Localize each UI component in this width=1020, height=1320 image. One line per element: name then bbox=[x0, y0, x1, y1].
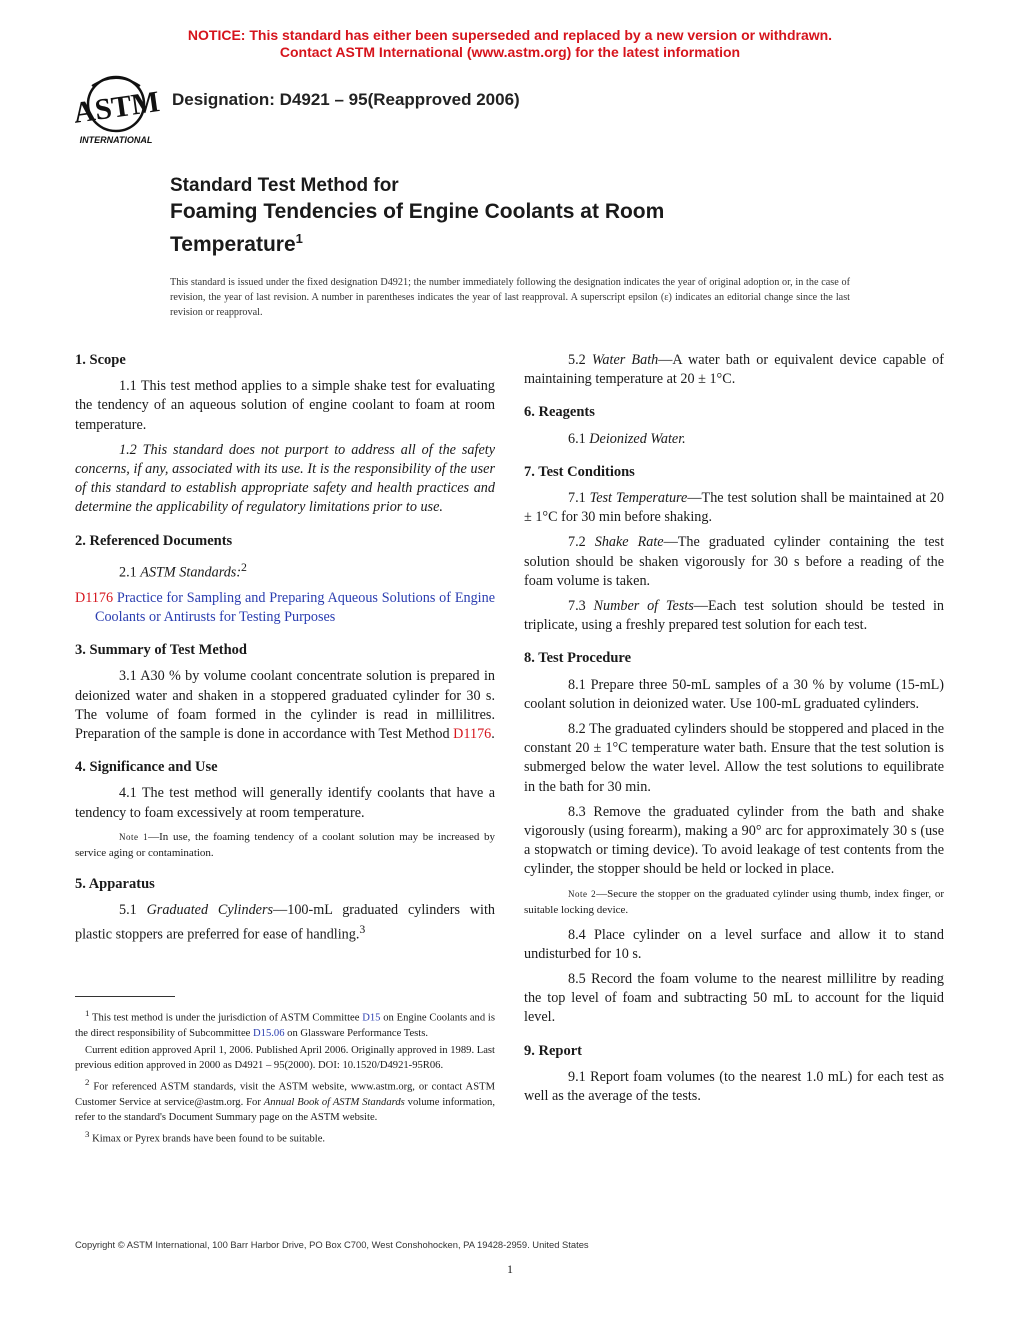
note-2 bbox=[524, 886, 944, 918]
section-heading: 4. Significance and Use bbox=[75, 759, 218, 776]
note-text: —Secure the stopper on the graduated cylinder using thumb, index finger, or suitable locking device. bbox=[524, 887, 945, 916]
footnote-1-edition: Current edition approved April 1, 2006. Published April 2006. Originally approved in 1989. Last previous edition approved in 2000 as D4921 – 95(2000). DOI: 10.1520/D4921-95R06. bbox=[75, 1044, 495, 1072]
title-line-2: Foaming Tendencies of Engine Coolants at Room bbox=[170, 200, 665, 223]
paragraph-8-2: 8.2 The graduated cylinders should be stoppered and placed in the constant 20 ± 1°C temperature water bath. Ensure that the test solution is submerged below the water level. Allow the test solutions to equilibrate in the bath for 30 min. bbox=[524, 721, 944, 795]
footnote-text: This test method is under the jurisdiction of ASTM Committee bbox=[89, 1012, 363, 1024]
paragraph-7-3 bbox=[524, 597, 944, 635]
footnote-text: volume information, refer to the standard's Document Summary page on the ASTM website. bbox=[75, 1097, 495, 1124]
subcommittee-link[interactable]: D15.06 bbox=[253, 1027, 285, 1039]
para-text: —A water bath or equivalent device capable of maintaining temperature at 20 ± 1°C. bbox=[524, 352, 945, 388]
para-number: 5.1 bbox=[119, 902, 147, 918]
footnote-2 bbox=[75, 1075, 495, 1125]
section-heading: 2. Referenced Documents bbox=[75, 532, 233, 549]
section-significance bbox=[75, 758, 495, 861]
para-number: 2.1 bbox=[119, 564, 141, 581]
paragraph-1-1: 1.1 This test method applies to a simple shake test for evaluating the tendency of an aqueous solution of engine coolant to foam at room temperature. bbox=[75, 378, 495, 433]
section-heading: 1. Scope bbox=[75, 352, 126, 368]
footnote-marker: 2 bbox=[241, 559, 247, 574]
reference-d1176[interactable] bbox=[75, 589, 495, 627]
para-number: 7.3 bbox=[568, 598, 594, 615]
paragraph-5-1 bbox=[75, 901, 495, 945]
section-summary bbox=[75, 641, 495, 744]
reference-code-link[interactable]: D1176 bbox=[75, 589, 114, 606]
document-title bbox=[170, 174, 870, 258]
section-reagents bbox=[524, 403, 944, 448]
para-title: Water Bath bbox=[591, 352, 659, 368]
para-title: ASTM Standards: bbox=[140, 564, 242, 581]
paragraph-8-1: 8.1 Prepare three 50-mL samples of a 30 % by volume (15-mL) coolant solution in deionized water. Use 100-mL graduated cylinders. bbox=[524, 676, 944, 712]
footnote-marker: 1 bbox=[85, 1008, 90, 1018]
section-heading: 8. Test Procedure bbox=[524, 650, 632, 667]
section-heading: 5. Apparatus bbox=[75, 875, 155, 892]
paragraph-1-2 bbox=[75, 441, 495, 518]
paragraph-8-5: 8.5 Record the foam volume to the nearest millilitre by reading the top level of foam and subtracting 50 mL to account for the liquid level. bbox=[524, 971, 944, 1026]
note-1 bbox=[75, 829, 495, 861]
footnote-marker: 2 bbox=[85, 1077, 90, 1088]
title-line-3 bbox=[170, 225, 870, 258]
paragraph-9-1: 9.1 Report foam volumes (to the nearest 1.0 mL) for each test as well as the average of the tests. bbox=[524, 1068, 944, 1105]
page-number: 1 bbox=[507, 1262, 513, 1276]
footnote-marker: 3 bbox=[359, 922, 366, 937]
note-label: Note 2 bbox=[568, 888, 597, 899]
paragraph-2-1 bbox=[75, 558, 495, 583]
paragraph-3-1-text: 3.1 A30 % by volume coolant concentrate solution is prepared in deionized water and shaken in a stoppered graduated cylinder for 30 s. The volume of foam formed in the cylinder is read in millilitres. Preparation of the sample is done in accordance with Test Method bbox=[75, 668, 495, 742]
note-label: Note 1 bbox=[119, 831, 149, 842]
paragraph-4-1: 4.1 The test method will generally identify coolants that have a tendency to foam excessively at room temperature. bbox=[75, 785, 495, 821]
section-scope bbox=[75, 351, 495, 518]
paragraph-5-2 bbox=[524, 351, 944, 389]
section-heading: 9. Report bbox=[524, 1042, 582, 1059]
astm-logo bbox=[70, 72, 162, 148]
intro-paragraph: This standard is issued under the fixed designation D4921; the number immediately following the designation indicates the year of original adoption or, in the case of revision, the year of last revision. A number in parentheses indicates the year of last reapproval. A superscript epsilon (ε) indicates an editorial change since the last revision or reapproval. bbox=[170, 277, 850, 318]
section-referenced-documents bbox=[75, 532, 495, 628]
footnote-text: on Glassware Performance Tests. bbox=[284, 1027, 429, 1039]
left-column bbox=[75, 351, 495, 959]
para-title: Deionized Water. bbox=[589, 430, 686, 447]
para-title: Shake Rate bbox=[594, 534, 664, 551]
logo-letters: ASTM bbox=[71, 85, 162, 130]
title-line-1: Standard Test Method for bbox=[170, 175, 399, 196]
footnote-marker: 3 bbox=[85, 1129, 90, 1140]
footnote-1 bbox=[75, 1006, 495, 1041]
paragraph-8-3: 8.3 Remove the graduated cylinder from the bath and shake vigorously (using forearm), making a 90° arc for approximately 30 s (use a stopwatch or timing device). To avoid leakage of test contents from the cylinder, the stopper should be held or locked in place. bbox=[524, 803, 944, 878]
notice-line-1: NOTICE: This standard has either been superseded and replaced by a new version or withdrawn. bbox=[187, 27, 833, 43]
paragraph-3-1 bbox=[75, 667, 495, 744]
section-apparatus bbox=[75, 875, 495, 945]
footnote-text: For referenced ASTM standards, visit the ASTM website, www.astm.org, or contact ASTM Customer Service at service@astm.org. For bbox=[75, 1081, 495, 1109]
para-title: Graduated Cylinders bbox=[146, 902, 274, 918]
section-heading: 7. Test Conditions bbox=[524, 463, 635, 480]
section-test-conditions bbox=[524, 463, 944, 636]
para-title: Test Temperature bbox=[589, 490, 688, 507]
notice-line-2: Contact ASTM International (www.astm.org) for the latest information bbox=[279, 44, 741, 60]
title-line-3-text: Temperature bbox=[170, 233, 296, 256]
note-text: —In use, the foaming tendency of a coolant solution may be increased by service aging or contamination. bbox=[75, 830, 495, 859]
committee-link[interactable]: D15 bbox=[362, 1012, 381, 1024]
logo-subtitle: INTERNATIONAL bbox=[79, 135, 153, 145]
para-number: 7.2 bbox=[568, 534, 595, 551]
reference-title-link[interactable]: Practice for Sampling and Preparing Aqueous Solutions of Engine Coolants or Antirusts for Testing Purposes bbox=[95, 589, 495, 625]
right-column bbox=[524, 351, 944, 1120]
para-text: —The graduated cylinder containing the test solution should be shaken vigorously for 30 s before a reading of the foam volume is taken. bbox=[524, 534, 945, 589]
paragraph-3-1-end: . bbox=[491, 725, 495, 742]
paragraph-7-1 bbox=[524, 489, 944, 527]
paragraph-1-2-text: 1.2 This standard does not purport to address all of the safety concerns, if any, associated with its use. It is the responsibility of the user of this standard to establish appropriate safety and health practices and determine the applicability of regulatory limitations prior to use. bbox=[75, 441, 495, 516]
copyright-line: Copyright © ASTM International, 100 Barr Harbor Drive, PO Box C700, West Conshohocken, PA 19428-2959. United States bbox=[75, 1239, 589, 1250]
section-heading: 3. Summary of Test Method bbox=[75, 642, 247, 659]
footnotes bbox=[75, 1006, 495, 1149]
section-test-procedure bbox=[524, 649, 944, 1027]
para-text: —100-mL graduated cylinders with plastic stoppers are preferred for ease of handling. bbox=[75, 902, 496, 943]
footnote-text: on Engine Coolants and is the direct responsibility of Subcommittee bbox=[75, 1012, 495, 1039]
footnote-divider bbox=[75, 996, 175, 997]
section-report bbox=[524, 1042, 944, 1107]
apparatus-continued bbox=[524, 351, 944, 389]
para-number: 5.2 bbox=[568, 352, 592, 368]
withdrawn-notice bbox=[0, 27, 1020, 61]
para-title: Number of Tests bbox=[593, 598, 694, 615]
footnote-emphasis: Annual Book of ASTM Standards bbox=[263, 1097, 405, 1109]
title-footnote-marker: 1 bbox=[295, 231, 303, 246]
para-text: —Each test solution should be tested in triplicate, using a freshly prepared test solution for each test. bbox=[524, 598, 944, 634]
footnote-text: Kimax or Pyrex brands have been found to be suitable. bbox=[89, 1134, 326, 1146]
designation: Designation: D4921 – 95(Reapproved 2006) bbox=[172, 90, 520, 109]
para-number: 7.1 bbox=[568, 490, 590, 507]
footnote-3 bbox=[75, 1127, 495, 1147]
paragraph-6-1 bbox=[524, 430, 944, 449]
para-text: —The test solution shall be maintained at 20 ± 1°C for 30 min before shaking. bbox=[524, 490, 944, 526]
reference-link-d1176[interactable]: D1176 bbox=[453, 725, 492, 742]
paragraph-7-2 bbox=[524, 533, 944, 591]
section-heading: 6. Reagents bbox=[524, 404, 595, 421]
paragraph-8-4: 8.4 Place cylinder on a level surface and allow it to stand undisturbed for 10 s. bbox=[524, 926, 944, 962]
para-number: 6.1 bbox=[568, 430, 590, 447]
